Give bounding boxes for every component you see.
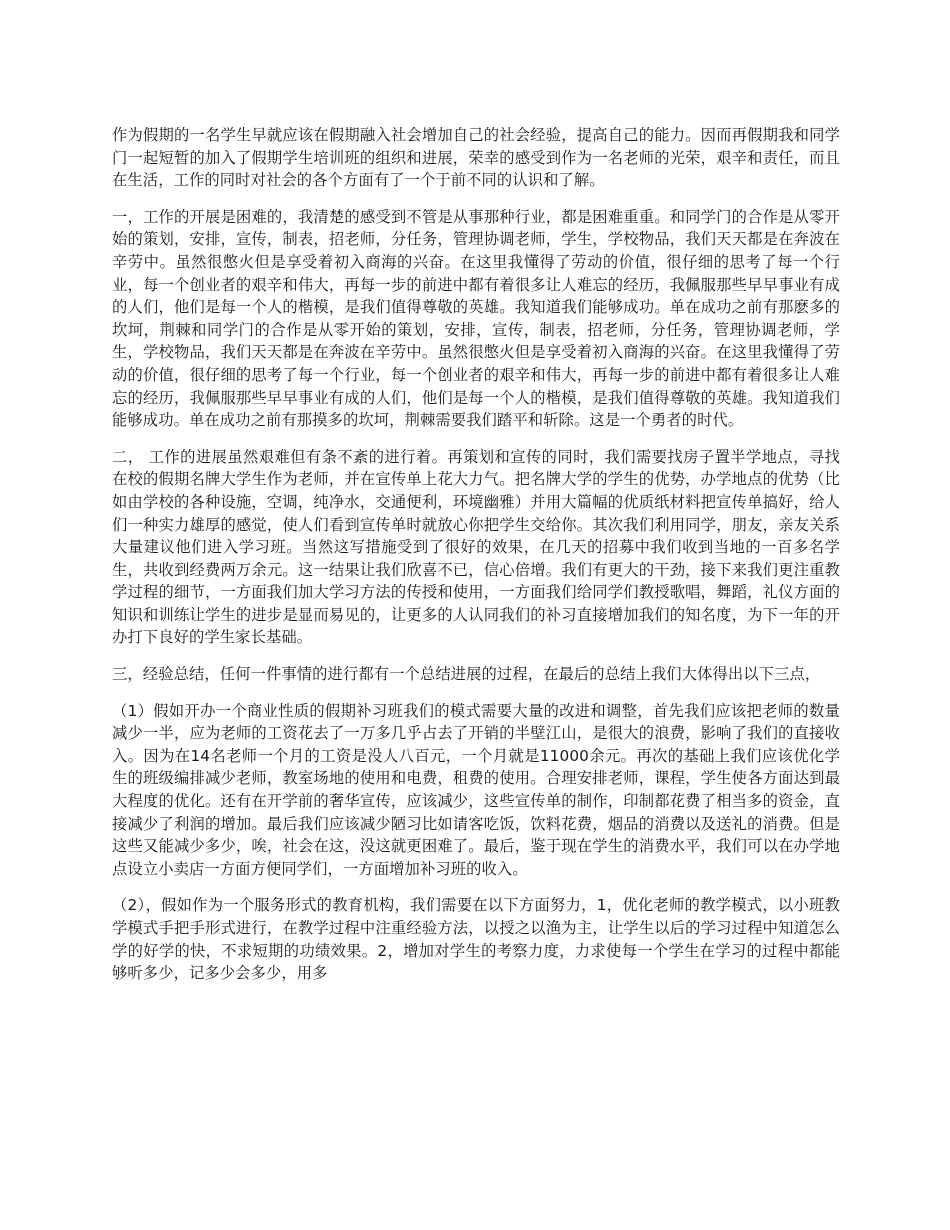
paragraph-point-one: （1）假如开办一个商业性质的假期补习班我们的模式需要大量的改进和调整，首先我们应该把老师的数量减少一半，应为老师的工资花去了一万多几乎占去了开销的半壁江山，是很大的浪费，影响了我们的直接收入。因为在14名老师一个月的工资是没人八百元，一个月就是11000余元。再次的基础上我们应该优化学生的班级编排减少老师，教室场地的使用和电费，租费的使用。合理安排老师，课程，学生使各方面达到最大程度的优化。还有在开学前的奢华宣传，应该减少，这些宣传单的制作，印制都花费了相当多的资金，直接减少了利润的增加。最后我们应该减少陋习比如请客吃饭，饮料花费，烟品的消费以及送礼的消费。但是这些又能减少多少，唉，社会在这，没这就更困难了。最后，鉴于现在学生的消费水平，我们可以在办学地点设立小卖店一方面方便同学们，一方面增加补习班的收入。 — [112, 701, 840, 878]
paragraph-section-one: 一，工作的开展是困难的，我清楚的感受到不管是从事那种行业，都是困难重重。和同学门的合作是从零开始的策划，安排，宣传，制表，招老师，分任务，管理协调老师，学生，学校物品，我们天天都是在奔波在辛劳中。虽然很憋火但是享受着初入商海的兴奋。在这里我懂得了劳动的价值，很仔细的思考了每一个行业，每一个创业者的艰辛和伟大，再每一步的前进中都有着很多让人难忘的经历，我佩服那些早早事业有成的人们，他们是每一个人的楷模，是我们值得尊敬的英雄。我知道我们能够成功。单在成功之前有那麽多的坎坷，荆棘和同学门的合作是从零开始的策划，安排，宣传，制表，招老师，分任务，管理协调老师，学生，学校物品，我们天天都是在奔波在辛劳中。虽然很憋火但是享受着初入商海的兴奋。在这里我懂得了劳动的价值，很仔细的思考了每一个行业，每一个创业者的艰辛和伟大，再每一步的前进中都有着很多让人难忘的经历，我佩服那些早早事业有成的人们，他们是每一个人的楷模，是我们值得尊敬的英雄。我知道我们能够成功。单在成功之前有那摸多的坎坷，荆棘需要我们踏平和斩除。这是一个勇者的时代。 — [112, 207, 840, 430]
document-body — [112, 124, 840, 999]
paragraph-section-three: 三，经验总结，任何一件事情的进行都有一个总结进展的过程，在最后的总结上我们大体得出以下三点， — [112, 665, 821, 684]
paragraph-point-two: （2），假如作为一个服务形式的教育机构，我们需要在以下方面努力，1，优化老师的教学模式，以小班教学模式手把手形式进行，在教学过程中注重经验方法，以授之以渔为主，让学生以后的学习过程中知道怎么学的好学的快，不求短期的功绩效果。2，增加对学生的考察力度，力求使每一个学生在学习的过程中都能够听多少，记多少会多少，用多 — [112, 896, 840, 983]
paragraph-intro: 作为假期的一名学生早就应该在假期融入社会增加自己的社会经验，提高自己的能力。因而再假期我和同学门一起短暂的加入了假期学生培训班的组织和进展，荣幸的感受到作为一名老师的光荣，艰辛和责任，而且在生活，工作的同时对社会的各个方面有了一个于前不同的认识和了解。 — [112, 126, 840, 190]
paragraph-section-two: 二， 工作的进展虽然艰难但有条不紊的进行着。再策划和宣传的同时，我们需要找房子置半学地点，寻找在校的假期名牌大学生作为老师，并在宣传单上花大力气。把名牌大学的学生的优势，办学地点的优势（比如由学校的各种设施，空调，纯净水，交通便利，环境幽雅）并用大篇幅的优质纸材料把宣传单搞好，给人们一种实力雄厚的感觉，使人们看到宣传单时就放心你把学生交给你。其次我们利用同学，朋友，亲友关系大量建议他们进入学习班。当然这写措施受到了很好的效果，在几天的招募中我们收到当地的一百多名学生，共收到经费两万余元。这一结果让我们欣喜不已，信心倍增。我们有更大的干劲，接下来我们更注重教学过程的细节，一方面我们加大学习方法的传授和使用，一方面我们给同学们教授歌唱，舞蹈，礼仪方面的知识和训练让学生的进步是显而易见的，让更多的人认同我们的补习直接增加我们的知名度，为下一年的开办打下良好的学生家长基础。 — [112, 447, 840, 647]
